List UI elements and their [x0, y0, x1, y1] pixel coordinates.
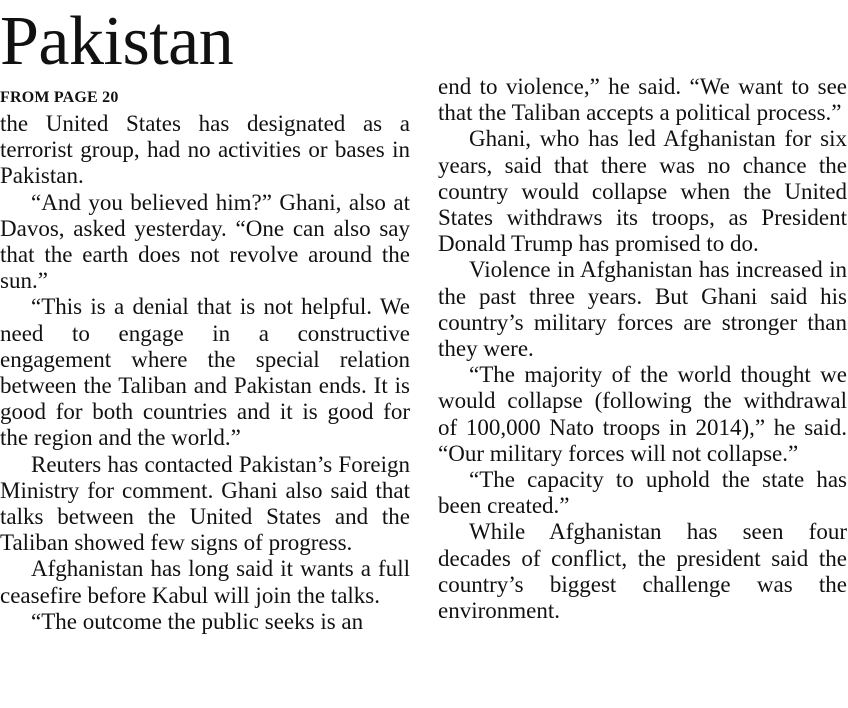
article-headline: Pakistan: [0, 3, 234, 80]
left-column: [0, 111, 410, 635]
paragraph: Afghanistan has long said it wants a full ceasefire before Kabul will join the talks.: [0, 556, 410, 608]
paragraph: Ghani, who has led Afghanistan for six years, said that there was no chance the country would collapse when the United States withdraws its troops, as President Donald Trump has promised to do.: [438, 126, 847, 257]
paragraph: While Afghanistan has seen four decades of conflict, the president said the country’s biggest challenge was the environment.: [438, 519, 847, 624]
paragraph: the United States has designated as a terrorist group, had no activities or bases in Pakistan.: [0, 111, 410, 189]
paragraph: “This is a denial that is not helpful. We need to engage in a constructive engagement where the special relation between the Taliban and Pakistan ends. It is good for both countries and it is good for the region and the world.”: [0, 294, 410, 451]
paragraph: “The outcome the public seeks is an: [31, 608, 364, 634]
right-column: [438, 74, 847, 624]
paragraph: “The majority of the world thought we would collapse (following the withdrawal of 100,000 Nato troops in 2014),” he said. “Our military forces will not collapse.”: [438, 362, 847, 466]
paragraph: “The capacity to uphold the state has been created.”: [438, 467, 847, 519]
jump-line: FROM PAGE 20: [0, 89, 119, 106]
paragraph: Reuters has contacted Pakistan’s Foreign Ministry for comment. Ghani also said that talks between the United States and the Taliban showed few signs of progress.: [0, 451, 410, 556]
paragraph: “And you believed him?” Ghani, also at Davos, asked yesterday. “One can also say that the earth does not revolve around the sun.”: [0, 189, 410, 294]
paragraph: end to violence,” he said. “We want to see that the Taliban accepts a political process.”: [438, 74, 847, 126]
paragraph: Violence in Afghanistan has increased in the past three years. But Ghani said his country’s military forces are stronger than they were.: [438, 257, 847, 362]
